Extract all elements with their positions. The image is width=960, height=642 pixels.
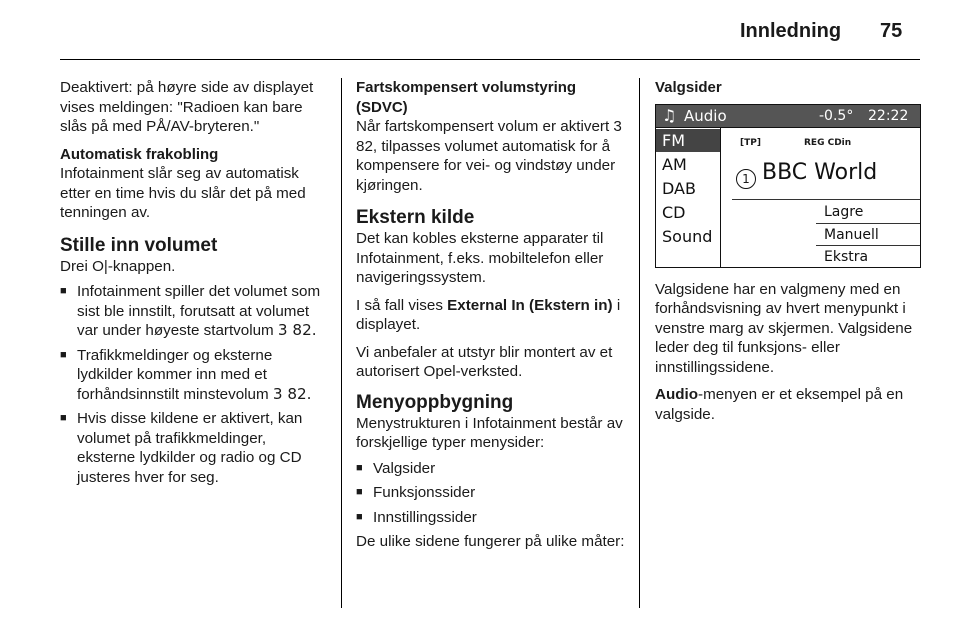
- tp-indicator: [TP]: [740, 137, 761, 148]
- page-reference: 3 82.: [277, 321, 317, 339]
- auto-off-text: Infotainment slår seg av automatisk etter en time hvis du slår det på med tenningen av.: [60, 165, 306, 221]
- audio-example: [655, 385, 923, 424]
- display-note-post: i displayet.: [356, 296, 621, 333]
- page-number: 75: [880, 20, 903, 42]
- intro-paragraph: Deaktivert: på høyre side av displayet vises meldingen: "Radioen kan bare slås på med PÅ/AV-bryteren.": [60, 79, 314, 135]
- column-1: [60, 78, 328, 492]
- list-item: ■ Valgsider: [356, 459, 626, 479]
- list-item: ■ Funksjonssider: [356, 483, 626, 503]
- selection-menu: [656, 127, 721, 267]
- column-2: [356, 78, 626, 560]
- external-source-text: Det kan kobles eksterne apparater til Infotainment, f.eks. mobiltelefon eller navigeringssystem.: [356, 230, 604, 286]
- divider: [732, 199, 920, 200]
- display-note-pre: I så fall vises: [356, 296, 443, 314]
- action-ekstra[interactable]: Ekstra: [824, 248, 869, 265]
- volume-heading: Stille inn volumet: [60, 234, 218, 256]
- preset-number-badge: 1: [736, 169, 756, 189]
- list-item: [60, 409, 328, 487]
- audio-label: Audio: [655, 386, 699, 403]
- sdvc-heading: Fartskompensert volumstyring (SDVC): [356, 79, 577, 116]
- auto-off-heading: Automatisk frakobling: [60, 145, 219, 163]
- reg-cdin-indicator: REG CDin: [804, 137, 852, 148]
- menu-item-fm[interactable]: FM: [656, 129, 720, 152]
- audio-example-text: -menyen er et eksempel på en valgside.: [655, 386, 904, 423]
- volume-intro: Drei O|-knappen.: [60, 257, 176, 275]
- page-reference: 3 82.: [272, 384, 312, 403]
- workshop-advice: Vi anbefaler at utstyr blir montert av et autorisert Opel-verksted.: [356, 343, 613, 380]
- header-rule: [60, 59, 920, 60]
- bullet-text: Hvis disse kildene er aktivert, kan volumet på trafikkmeldinger, eksterne lydkilder og radio og CD justeres hver for seg.: [77, 410, 303, 486]
- column-3: [655, 78, 923, 432]
- menu-structure-intro: Menystrukturen i Infotainment består av forskjellige typer menysider:: [356, 414, 623, 451]
- tone-value: -0.5°: [819, 107, 854, 124]
- sdvc-text: Når fartskompensert volum er aktivert 3 82, tilpasses volumet automatisk for å kompensere for vei- og vindstøy under kjøringen.: [356, 118, 622, 194]
- audio-screen-illustration: [655, 104, 921, 268]
- external-display-note: [356, 296, 626, 335]
- valgsider-heading: Valgsider: [655, 79, 722, 96]
- menu-structure-heading: Menyoppbygning: [356, 391, 514, 413]
- menu-item-am[interactable]: AM: [662, 154, 687, 174]
- bullet-text: Trafikkmeldinger og eksterne lydkilder kommer inn med et forhåndsinnstilt minstevolum: [77, 346, 273, 403]
- source-name: Audio: [684, 106, 727, 125]
- divider: [816, 245, 920, 246]
- column-divider: [341, 78, 342, 608]
- external-source-heading: Ekstern kilde: [356, 207, 475, 228]
- music-note-icon: ♫: [662, 105, 677, 125]
- column-divider: [639, 78, 640, 608]
- screen-status-bar: [656, 105, 920, 128]
- menu-item-cd[interactable]: CD: [662, 202, 686, 222]
- menu-item-dab[interactable]: DAB: [662, 178, 696, 198]
- external-in-label: External In (Ekstern in): [447, 296, 613, 314]
- action-manuell[interactable]: Manuell: [824, 226, 879, 243]
- menu-item-sound[interactable]: Sound: [662, 226, 713, 246]
- bullet-text: Infotainment spiller det volumet som sist ble innstilt, forutsatt at volumet var under høyeste startvolum: [77, 283, 321, 339]
- list-item: [60, 346, 328, 405]
- menu-outro: De ulike sidene fungerer på ulike måter:: [356, 533, 625, 550]
- action-lagre[interactable]: Lagre: [824, 203, 864, 220]
- divider: [816, 223, 920, 224]
- station-name: BBC World: [762, 159, 878, 185]
- clock: 22:22: [868, 107, 909, 124]
- running-head-title: Innledning: [740, 20, 842, 42]
- list-item: [60, 282, 328, 341]
- valgsider-description: Valgsidene har en valgmeny med en forhåndsvisning av hvert menypunkt i venstre marg av skjermen. Valgsidene leder deg til funksjons- eller innstillingssidene.: [655, 280, 913, 376]
- list-item: ■ Innstillingssider: [356, 508, 626, 528]
